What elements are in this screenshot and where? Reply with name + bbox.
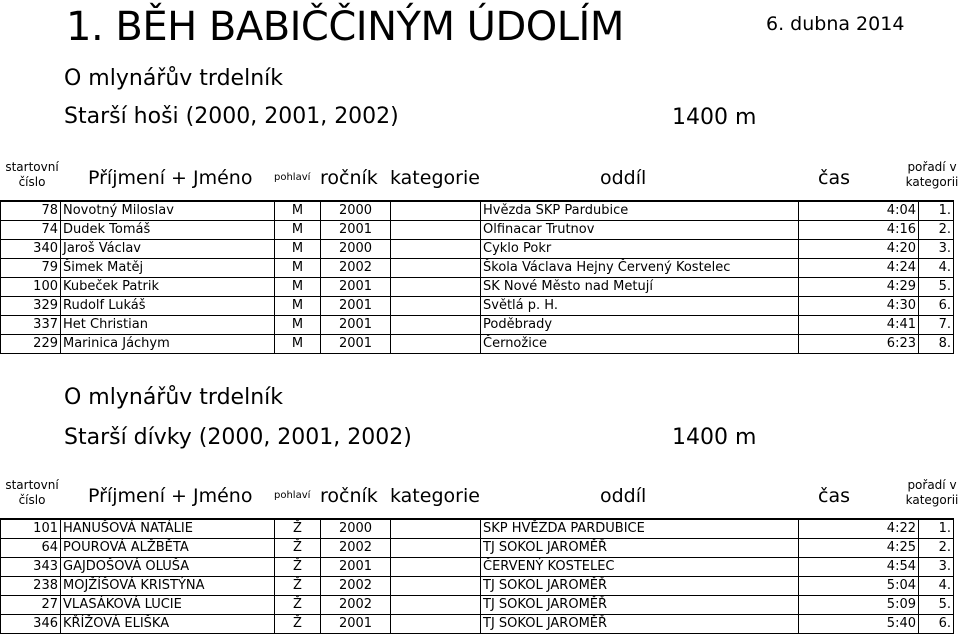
birth-year: 2002 (321, 539, 391, 558)
start-number: 343 (1, 558, 61, 577)
table-row (1, 539, 954, 558)
table-row (1, 201, 954, 221)
category-cell (391, 201, 481, 221)
header-category: kategorie (390, 167, 480, 189)
start-number: 78 (1, 201, 61, 221)
table-row (1, 577, 954, 596)
gender: M (275, 278, 321, 297)
header-name: Příjmení + Jméno (88, 485, 253, 507)
rank: 6. (919, 297, 954, 316)
finish-time: 5:04 (799, 577, 919, 596)
gender: M (275, 316, 321, 335)
rank: 3. (919, 240, 954, 259)
club: TJ SOKOL JAROMĚŘ (481, 539, 799, 558)
category-cell (391, 278, 481, 297)
club: ČERVENÝ KOSTELEC (481, 558, 799, 577)
club: Škola Václava Hejny Červený Kostelec (481, 259, 799, 278)
start-number: 229 (1, 335, 61, 354)
rank: 3. (919, 558, 954, 577)
finish-time: 4:54 (799, 558, 919, 577)
section-2-sponsor: O mlynářův trdelník (64, 385, 283, 410)
header-year: ročník (320, 167, 378, 189)
runner-name: Kubeček Patrik (61, 278, 275, 297)
birth-year: 2001 (321, 316, 391, 335)
runner-name: Šimek Matěj (61, 259, 275, 278)
header-startnum (4, 160, 60, 190)
runner-name: Jaroš Václav (61, 240, 275, 259)
birth-year: 2001 (321, 221, 391, 240)
birth-year: 2000 (321, 519, 391, 539)
category-cell (391, 596, 481, 615)
header-startnum-line2: číslo (18, 175, 46, 189)
header-rank (904, 478, 960, 508)
category-cell (391, 615, 481, 634)
runner-name: GAJDOŠOVÁ OLUŠA (61, 558, 275, 577)
birth-year: 2000 (321, 201, 391, 221)
header-startnum (4, 478, 60, 508)
rank: 1. (919, 519, 954, 539)
table-row (1, 278, 954, 297)
table-row (1, 240, 954, 259)
category-cell (391, 221, 481, 240)
club: TJ SOKOL JAROMĚŘ (481, 577, 799, 596)
section-1-results-table (0, 200, 954, 354)
category-cell (391, 335, 481, 354)
finish-time: 5:40 (799, 615, 919, 634)
start-number: 238 (1, 577, 61, 596)
club: Hvězda SKP Pardubice (481, 201, 799, 221)
section-1-sponsor: O mlynářův trdelník (64, 66, 283, 91)
table-row (1, 615, 954, 634)
header-gender: pohlaví (274, 172, 311, 183)
club: TJ SOKOL JAROMĚŘ (481, 615, 799, 634)
gender: Ž (275, 558, 321, 577)
finish-time: 5:09 (799, 596, 919, 615)
rank: 4. (919, 259, 954, 278)
gender: Ž (275, 519, 321, 539)
runner-name: Dudek Tomáš (61, 221, 275, 240)
birth-year: 2002 (321, 577, 391, 596)
finish-time: 4:22 (799, 519, 919, 539)
start-number: 79 (1, 259, 61, 278)
finish-time: 4:29 (799, 278, 919, 297)
header-startnum-line1: startovní (5, 160, 59, 174)
gender: M (275, 335, 321, 354)
birth-year: 2001 (321, 278, 391, 297)
start-number: 340 (1, 240, 61, 259)
runner-name: Marinica Jáchym (61, 335, 275, 354)
header-rank-line2: kategorii (905, 493, 959, 507)
header-category: kategorie (390, 485, 480, 507)
table-row (1, 297, 954, 316)
start-number: 329 (1, 297, 61, 316)
birth-year: 2000 (321, 240, 391, 259)
finish-time: 4:41 (799, 316, 919, 335)
gender: Ž (275, 596, 321, 615)
table-row (1, 335, 954, 354)
runner-name: HANUŠOVÁ NATÁLIE (61, 519, 275, 539)
club: Světlá p. H. (481, 297, 799, 316)
gender: M (275, 201, 321, 221)
club: Černožice (481, 335, 799, 354)
section-2-header (0, 476, 960, 516)
club: TJ SOKOL JAROMĚŘ (481, 596, 799, 615)
category-cell (391, 240, 481, 259)
birth-year: 2001 (321, 335, 391, 354)
section-1-category: Starší hoši (2000, 2001, 2002) (64, 104, 399, 129)
table-row (1, 558, 954, 577)
category-cell (391, 259, 481, 278)
finish-time: 4:24 (799, 259, 919, 278)
finish-time: 4:16 (799, 221, 919, 240)
runner-name: Novotný Miloslav (61, 201, 275, 221)
category-cell (391, 558, 481, 577)
category-cell (391, 577, 481, 596)
header-rank-line1: pořadí v (907, 478, 957, 492)
category-cell (391, 297, 481, 316)
header-club: oddíl (600, 485, 647, 507)
gender: M (275, 240, 321, 259)
start-number: 346 (1, 615, 61, 634)
start-number: 337 (1, 316, 61, 335)
rank: 4. (919, 577, 954, 596)
runner-name: MOJŽÍŠOVÁ KRISTÝNA (61, 577, 275, 596)
runner-name: POUROVÁ ALŽBĚTA (61, 539, 275, 558)
start-number: 74 (1, 221, 61, 240)
finish-time: 4:25 (799, 539, 919, 558)
gender: M (275, 297, 321, 316)
header-year: ročník (320, 485, 378, 507)
category-cell (391, 539, 481, 558)
rank: 2. (919, 539, 954, 558)
header-rank (904, 160, 960, 190)
header-time: čas (818, 485, 850, 507)
rank: 5. (919, 278, 954, 297)
section-1-distance: 1400 m (672, 105, 757, 130)
header-rank-line2: kategorii (905, 175, 959, 189)
runner-name: Het Christian (61, 316, 275, 335)
header-club: oddíl (600, 167, 647, 189)
start-number: 100 (1, 278, 61, 297)
table-row (1, 596, 954, 615)
rank: 7. (919, 316, 954, 335)
header-rank-line1: pořadí v (907, 160, 957, 174)
header-time: čas (818, 167, 850, 189)
page-title: 1. BĚH BABIČČINÝM ÚDOLÍM (66, 4, 624, 50)
section-2-results-table (0, 518, 954, 634)
header-name: Příjmení + Jméno (88, 167, 253, 189)
club: SKP HVĚZDA PARDUBICE (481, 519, 799, 539)
club: Cyklo Pokr (481, 240, 799, 259)
gender: M (275, 221, 321, 240)
gender: Ž (275, 577, 321, 596)
club: Olfinacar Trutnov (481, 221, 799, 240)
gender: Ž (275, 615, 321, 634)
section-2-distance: 1400 m (672, 425, 757, 450)
section-1-header (0, 158, 960, 198)
header-gender: pohlaví (274, 490, 311, 501)
start-number: 101 (1, 519, 61, 539)
table-row (1, 259, 954, 278)
club: SK Nové Město nad Metují (481, 278, 799, 297)
rank: 6. (919, 615, 954, 634)
finish-time: 4:30 (799, 297, 919, 316)
section-2-category: Starší dívky (2000, 2001, 2002) (64, 425, 412, 450)
category-cell (391, 519, 481, 539)
rank: 2. (919, 221, 954, 240)
category-cell (391, 316, 481, 335)
birth-year: 2002 (321, 259, 391, 278)
start-number: 64 (1, 539, 61, 558)
runner-name: Rudolf Lukáš (61, 297, 275, 316)
finish-time: 6:23 (799, 335, 919, 354)
rank: 1. (919, 201, 954, 221)
header-startnum-line2: číslo (18, 493, 46, 507)
rank: 8. (919, 335, 954, 354)
event-date: 6. dubna 2014 (766, 13, 905, 35)
rank: 5. (919, 596, 954, 615)
birth-year: 2002 (321, 596, 391, 615)
runner-name: KŘÍŽOVÁ ELIŠKA (61, 615, 275, 634)
table-row (1, 221, 954, 240)
start-number: 27 (1, 596, 61, 615)
gender: Ž (275, 539, 321, 558)
finish-time: 4:20 (799, 240, 919, 259)
birth-year: 2001 (321, 615, 391, 634)
header-startnum-line1: startovní (5, 478, 59, 492)
runner-name: VLASÁKOVÁ LUCIE (61, 596, 275, 615)
club: Poděbrady (481, 316, 799, 335)
birth-year: 2001 (321, 297, 391, 316)
finish-time: 4:04 (799, 201, 919, 221)
gender: M (275, 259, 321, 278)
table-row (1, 316, 954, 335)
table-row (1, 519, 954, 539)
birth-year: 2001 (321, 558, 391, 577)
